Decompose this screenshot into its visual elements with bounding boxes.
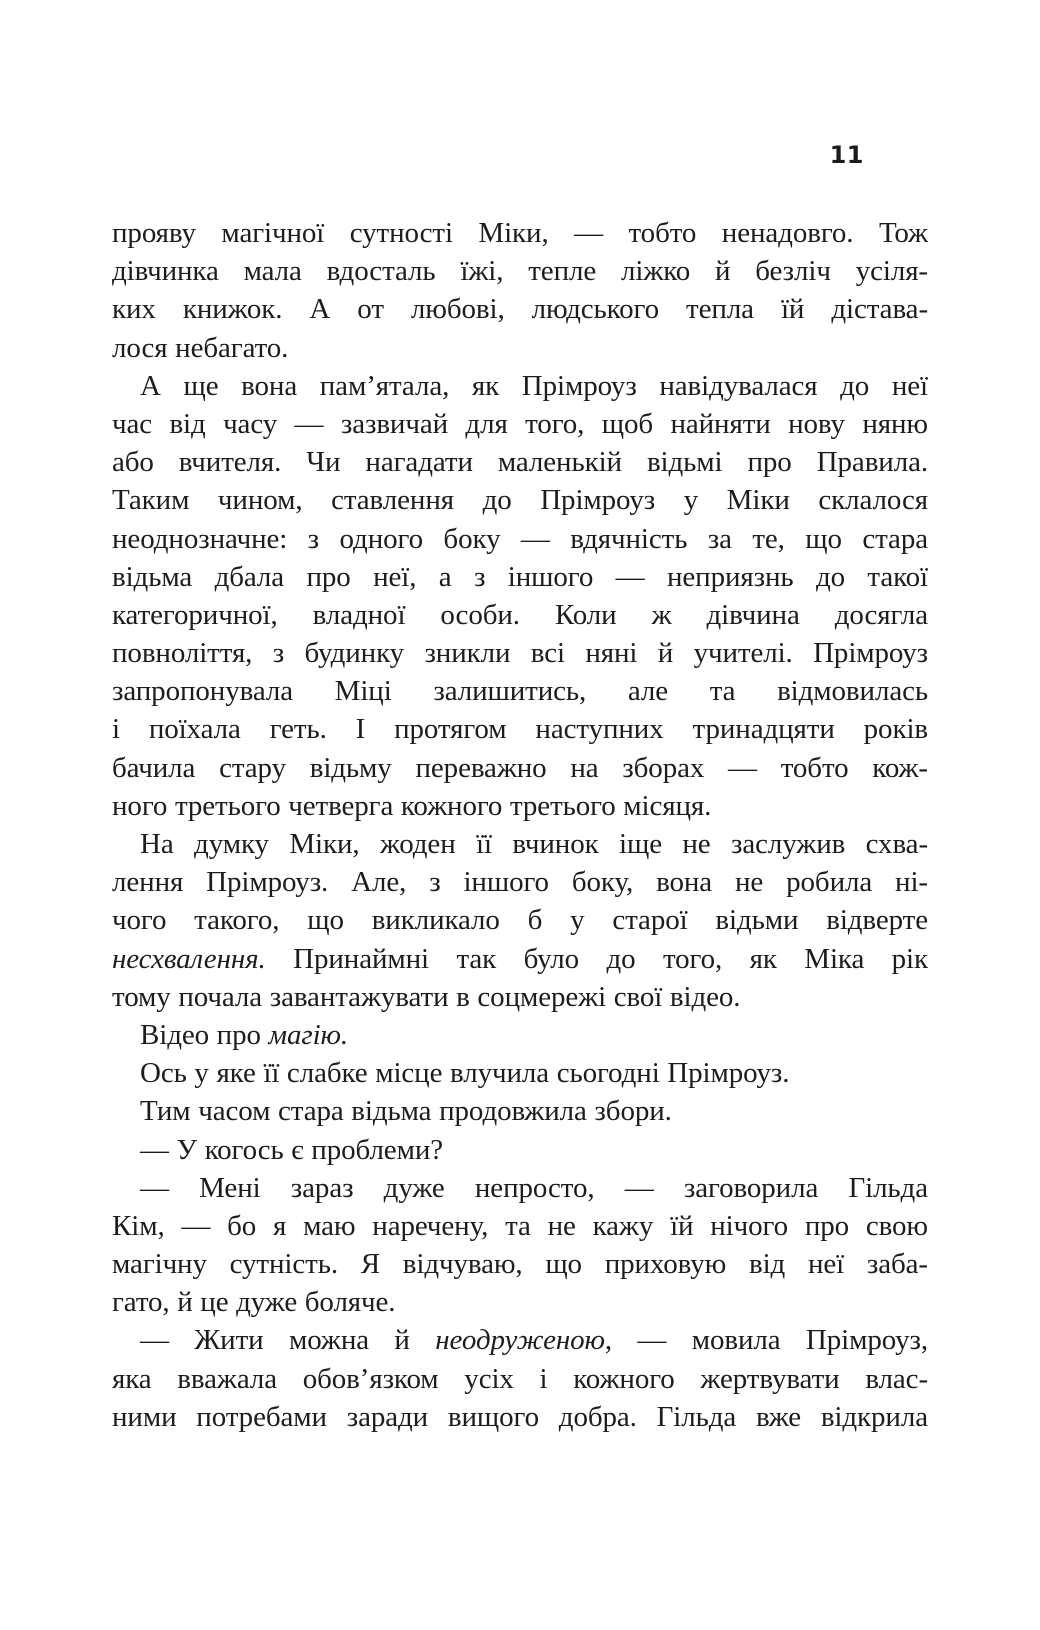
text-line bbox=[112, 1169, 928, 1207]
text-line bbox=[112, 978, 928, 1016]
text-segment: дівчинка мала вдосталь їжі, тепле ліжко й безліч усіля- bbox=[112, 255, 928, 288]
text-line bbox=[112, 1054, 928, 1092]
text-line bbox=[112, 1360, 928, 1398]
text-line bbox=[112, 596, 928, 634]
text-segment: тому почала завантажувати в соцмережі свої відео. bbox=[112, 980, 741, 1013]
text-segment: Відео про bbox=[140, 1018, 269, 1051]
text-segment: ними потребами заради вищого добра. Гільда вже відкрила bbox=[112, 1400, 928, 1433]
text-segment: чого такого, що викликало б у старої відьми відверте bbox=[112, 904, 928, 937]
text-line bbox=[112, 634, 928, 672]
text-segment: На думку Міки, жоден її вчинок іще не заслужив схва- bbox=[140, 828, 928, 860]
paragraph bbox=[112, 367, 928, 825]
text-line bbox=[112, 405, 928, 443]
text-segment: , — мовила Прімроуз, bbox=[604, 1324, 928, 1357]
text-line bbox=[112, 481, 928, 519]
text-line bbox=[112, 901, 928, 939]
text-line bbox=[112, 1321, 928, 1359]
text-line bbox=[112, 443, 928, 481]
paragraph bbox=[112, 214, 928, 367]
text-segment: запропонувала Міці залишитись, але та відмовилась bbox=[112, 675, 928, 708]
text-segment: Кім, — бо я маю наречену, та не кажу їй нічого про свою bbox=[112, 1209, 928, 1242]
text-line bbox=[112, 1398, 928, 1436]
text-segment: Таким чином, ставлення до Прімроуз у Міки склалося bbox=[112, 484, 928, 517]
text-line bbox=[112, 520, 928, 558]
text-line bbox=[112, 749, 928, 787]
text-segment: гато, й це дуже боляче. bbox=[112, 1286, 396, 1319]
text-segment: час від часу — зазвичай для того, щоб найняти нову няню bbox=[112, 407, 928, 440]
text-segment: — Жити можна й bbox=[140, 1324, 436, 1357]
text-segment: відьма дбала про неї, а з іншого — неприязнь до такої bbox=[112, 560, 928, 593]
text-segment: прояву магічної сутності Міки, — тобто ненадовго. Тож bbox=[112, 217, 928, 249]
text-segment: А ще вона пам’ятала, як Прімроуз навідувалася до неї bbox=[140, 369, 928, 402]
text-segment: магічну сутність. Я відчуваю, що приховую від неї заба- bbox=[112, 1248, 928, 1281]
text-line bbox=[112, 825, 928, 863]
italic-text: несхвалення. bbox=[112, 942, 266, 975]
text-segment: або вчителя. Чи нагадати маленькій відьмі про Правила. bbox=[112, 446, 928, 479]
text-segment: лося небагато. bbox=[112, 331, 289, 364]
text-line bbox=[112, 1092, 928, 1130]
text-segment: неоднозначне: з одного боку — вдячність за те, що стара bbox=[112, 522, 928, 555]
paragraph bbox=[112, 1169, 928, 1322]
text-segment: Тим часом стара відьма продовжила збори. bbox=[140, 1095, 672, 1128]
paragraph bbox=[112, 1092, 928, 1130]
text-segment: яка вважала обов’язком усіх і кожного жертвувати влас- bbox=[112, 1362, 928, 1395]
text-segment: Ось у яке її слабке місце влучила сьогодні Прімроуз. bbox=[140, 1057, 790, 1090]
italic-text: неодруженою bbox=[435, 1324, 605, 1357]
paragraph bbox=[112, 825, 928, 1016]
text-segment: категоричної, владної особи. Коли ж дівчина досягла bbox=[112, 598, 928, 631]
italic-text: магію. bbox=[268, 1018, 349, 1051]
paragraph bbox=[112, 1054, 928, 1092]
text-segment: і поїхала геть. І протягом наступних тринадцяти років bbox=[112, 713, 928, 746]
text-line bbox=[112, 1016, 928, 1054]
text-line bbox=[112, 863, 928, 901]
paragraph bbox=[112, 1131, 928, 1169]
text-line bbox=[112, 940, 928, 978]
paragraph bbox=[112, 1016, 928, 1054]
text-line bbox=[112, 558, 928, 596]
page-text bbox=[112, 214, 928, 1436]
text-segment: бачила стару відьму переважно на зборах — тобто кож- bbox=[112, 751, 928, 784]
text-line bbox=[112, 367, 928, 405]
text-line bbox=[112, 1207, 928, 1245]
text-line bbox=[112, 710, 928, 748]
text-line bbox=[112, 252, 928, 290]
text-line bbox=[112, 787, 928, 825]
text-segment: ного третього четверга кожного третього місяця. bbox=[112, 789, 712, 822]
text-line bbox=[112, 214, 928, 252]
text-line bbox=[112, 1283, 928, 1321]
text-line bbox=[112, 1245, 928, 1283]
text-line bbox=[112, 290, 928, 328]
text-segment: лення Прімроуз. Але, з іншого боку, вона не робила ні- bbox=[112, 866, 928, 899]
text-line bbox=[112, 329, 928, 367]
text-line bbox=[112, 672, 928, 710]
text-segment: — Мені зараз дуже непросто, — заговорила Гільда bbox=[140, 1171, 928, 1204]
text-segment: повноліття, з будинку зникли всі няні й учителі. Прімроуз bbox=[112, 637, 928, 670]
text-line bbox=[112, 1131, 928, 1169]
paragraph bbox=[112, 1321, 928, 1436]
page-number: 11 bbox=[829, 141, 864, 169]
text-segment: — У когось є проблеми? bbox=[140, 1133, 444, 1166]
text-segment: Принаймні так було до того, як Міка рік bbox=[265, 942, 928, 975]
text-segment: ких книжок. А от любові, людського тепла їй дістава- bbox=[112, 293, 928, 326]
